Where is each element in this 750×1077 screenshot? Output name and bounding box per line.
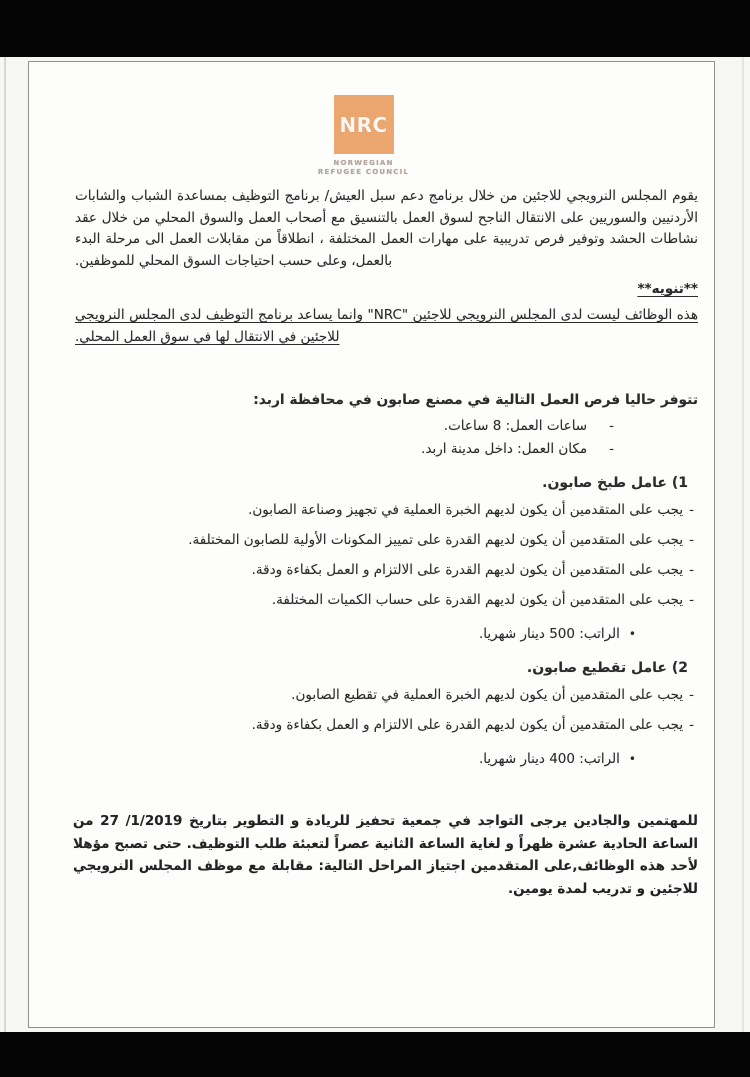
job2-salary: [45, 749, 714, 770]
job2-title: 2) عامل تقطيع صابون.: [526, 660, 688, 676]
notice-paragraph: هذه الوظائف ليست لدى المجلس النرويجي للاجئين "NRC" وانما يساعد برنامج التوظيف لدى المجلس النرويجي للاجئين في الانتقال لها في سوق العمل المحلي.: [75, 307, 699, 345]
job1-requirement: [45, 590, 714, 611]
requirement-text: يجب على المتقدمين أن يكون لديهم القدرة على الالتزام و العمل بكفاءة ودقة.: [251, 562, 684, 578]
opportunities-heading: تتوفر حاليا فرص العمل التالية في مصنع صابون في محافظة اربد:: [253, 392, 698, 408]
job1-title: 1) عامل طبخ صابون.: [542, 475, 688, 491]
requirement-text: يجب على المتقدمين أن يكون لديهم الخبرة العملية في تجهيز وصناعة الصابون.: [248, 502, 684, 518]
detail-work-hours: [45, 416, 714, 437]
salary-text: الراتب: 500 دينار شهريا.: [479, 626, 620, 642]
dash-marker: -: [609, 418, 614, 434]
nrc-org-name-line2: REFUGEE COUNCIL: [317, 167, 410, 176]
notice-title: **تنويه**: [637, 281, 698, 297]
letterbox-top-bar: [0, 0, 750, 57]
dash-marker: -: [689, 687, 694, 703]
nrc-logo-acronym: NRC: [339, 112, 388, 137]
bullet-marker: •: [628, 752, 636, 766]
detail-text: ساعات العمل: 8 ساعات.: [443, 418, 588, 434]
scan-edge-line-right: [742, 57, 744, 1032]
nrc-org-name-line1: NORWEGIAN: [333, 159, 394, 167]
dash-marker: -: [689, 562, 694, 578]
detail-work-location: [45, 439, 714, 460]
detail-text: مكان العمل: داخل مدينة اربد.: [421, 441, 588, 457]
job1-requirement: [45, 560, 714, 581]
bullet-marker: •: [628, 627, 636, 641]
document-page: [28, 61, 715, 1028]
dash-marker: -: [689, 717, 694, 733]
nrc-logo-icon: [334, 95, 394, 154]
requirement-text: يجب على المتقدمين أن يكون لديهم القدرة على تمييز المكونات الأولية للصابون المختلفة.: [188, 532, 684, 548]
nrc-org-name: [21, 159, 706, 176]
dash-marker: -: [689, 502, 694, 518]
job2-requirement: [45, 715, 714, 736]
requirement-text: يجب على المتقدمين أن يكون لديهم الخبرة العملية في تقطيع الصابون.: [291, 687, 684, 703]
job1-salary: [45, 624, 714, 645]
scan-edge-line-left: [4, 57, 6, 1032]
job1-requirement: [45, 530, 714, 551]
scan-background: [0, 57, 750, 1032]
nrc-logo: [21, 95, 706, 176]
dash-marker: -: [689, 532, 694, 548]
job2-requirement: [45, 685, 714, 706]
requirement-text: يجب على المتقدمين أن يكون لديهم القدرة على حساب الكميات المختلفة.: [271, 592, 684, 608]
letterbox-bottom-bar: [0, 1032, 750, 1077]
closing-paragraph: للمهتمين والجادين يرجى التواجد في جمعية تحفيز للريادة و التطوير بتاريخ ‪27 /1/2019‬ من الساعة الحادية عشرة ظهراً و لغاية الساعة الثانية عصراً لتعبئة طلب التوظيف. حتى تصبح مؤهلا لأحد هذه الوظائف,على المتقدمين اجتياز المراحل التالية: مقابلة مع موظف المجلس النرويجي للاجئين و تدريب لمدة يومين.: [73, 813, 698, 897]
intro-paragraph: يقوم المجلس النرويجي للاجئين من خلال برنامج دعم سبل العيش/ برنامج التوظيف بمساعدة الشباب والشابات الأردنيين والسوريين على الانتقال الناجح لسوق العمل بالتنسيق مع أصحاب العمل والسوق المحلي من خلال عقد نشاطات الحشد وتوفير فرص تدريبية على مهارات العمل المختلفة ، انطلاقاً من مقابلات العمل الى مرحلة البدء بالعمل، وعلى حسب احتياجات السوق المحلي للموظفين.: [75, 188, 698, 269]
dash-marker: -: [689, 592, 694, 608]
dash-marker: -: [609, 441, 614, 457]
salary-text: الراتب: 400 دينار شهريا.: [479, 751, 620, 767]
requirement-text: يجب على المتقدمين أن يكون لديهم القدرة على الالتزام و العمل بكفاءة ودقة.: [251, 717, 684, 733]
job1-requirement: [45, 500, 714, 521]
